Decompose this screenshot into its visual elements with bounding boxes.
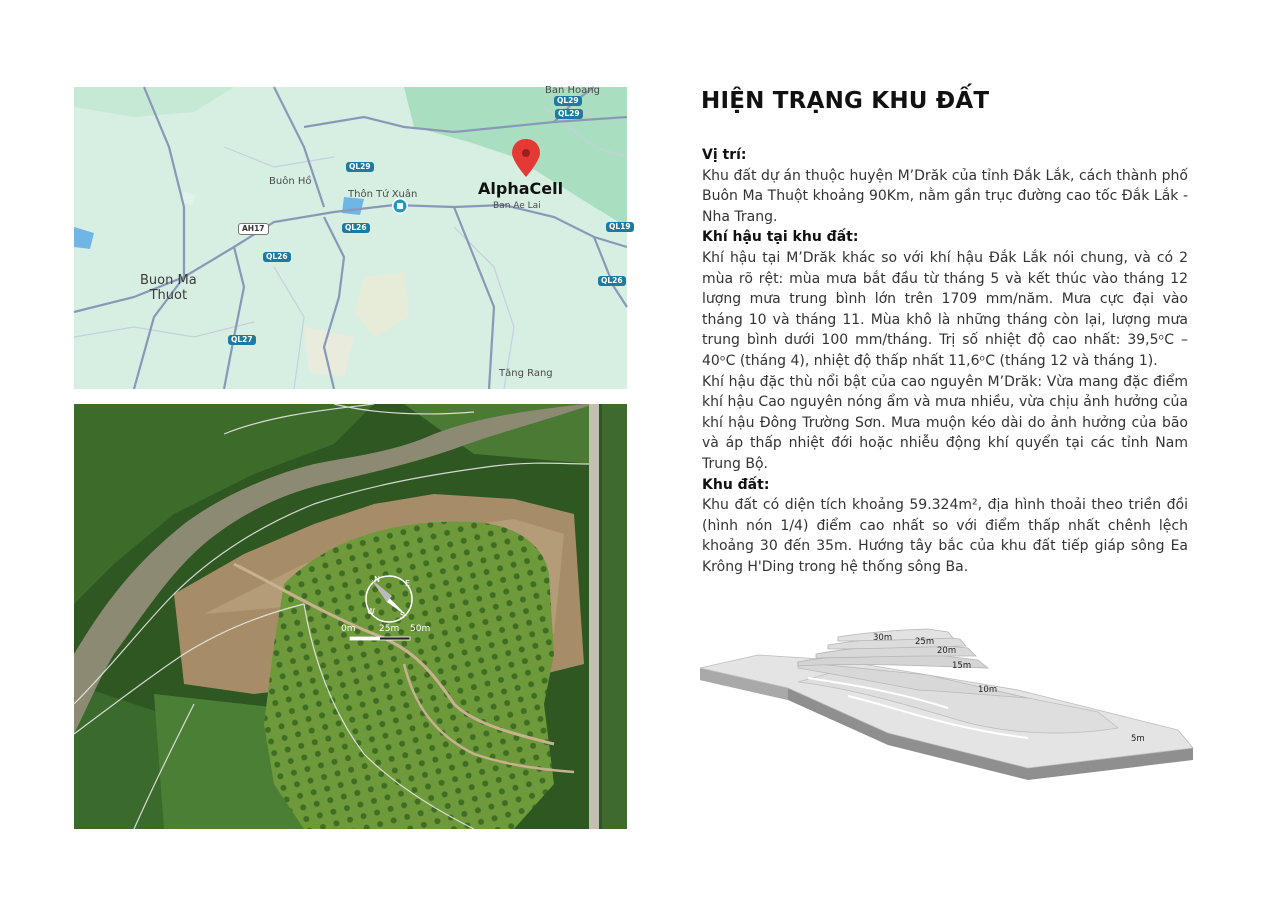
place-buon-ho: Buôn Hồ [269, 176, 312, 187]
site-body: Khu đất có diện tích khoảng 59.324m², địa hình thoải theo triền đồi (hình nón 1/4) điểm cao nhất so với điểm thấp nhất chênh lệch khoảng 30 đến 35m. Hướng tây bắc của khu đất tiếp giáp sông Ea Krông H'Ding trong hệ thống sông Ba. [702, 497, 1188, 575]
aerial-graphics [74, 404, 627, 829]
route-ql29-shield: QL29 [555, 109, 583, 119]
aerial-photo [74, 404, 627, 829]
terrain-model [698, 620, 1198, 790]
scale-label-0: 0m [341, 624, 356, 634]
scale-label-50: 50m [410, 624, 431, 634]
route-ql26-b: QL26 [263, 252, 291, 262]
open-land [354, 272, 409, 337]
site-description [702, 145, 1188, 577]
route-ql29-top: QL29 [554, 96, 582, 106]
route-ql26-a: QL26 [342, 223, 370, 233]
level-15m: 15m [952, 661, 972, 671]
lake-west [74, 227, 94, 249]
map-graphics [74, 87, 627, 389]
transit-stop-icon [392, 198, 408, 214]
alphacell-marker-label: AlphaCell [478, 179, 564, 198]
site-heading: Khu đất: [702, 476, 770, 493]
place-ban-hoang: Ban Hoang [545, 85, 600, 96]
route-ql19: QL19 [606, 222, 634, 232]
climate-heading: Khí hậu tại khu đất: [702, 229, 859, 246]
place-thon-tu-xuan: Thôn Tứ Xuân [348, 189, 418, 200]
level-10m: 10m [978, 685, 998, 695]
route-ah17: AH17 [238, 223, 269, 235]
route-ql26-right: QL26 [598, 276, 626, 286]
location-map[interactable] [74, 85, 631, 389]
level-5m: 5m [1131, 734, 1145, 744]
scale-bar [350, 637, 410, 640]
level-30m: 30m [873, 633, 893, 643]
place-ban-ae-lai: Ban Ae Lai [493, 201, 541, 211]
level-20m: 20m [937, 646, 957, 656]
compass-w: W [367, 607, 375, 616]
level-25m: 25m [915, 637, 935, 647]
page-title: HIỆN TRẠNG KHU ĐẤT [701, 88, 990, 114]
route-ql29-mid: QL29 [346, 162, 374, 172]
climate-body-1: Khí hậu tại M’Drăk khác so với khí hậu Đắk Lắk nói chung, và có 2 mùa rõ rệt: mùa mưa bắt đầu từ tháng 5 và kết thúc vào tháng 12 lượng mưa trung bình lớn trên 1709 mm/năm. Mưa cực đại vào tháng 10 và tháng 11. Mùa khô là những tháng còn lại, lượng mưa trung bình dưới 100 mm/tháng. Trị số nhiệt độ cao nhất: 39,5ᵒC – 40ᵒC (tháng 4), nhiệt độ thấp nhất 11,6ᵒC (tháng 12 và tháng 1). [702, 249, 1188, 369]
compass-s: S [400, 611, 406, 620]
compass-e: E [405, 579, 411, 588]
location-pin-icon[interactable] [512, 139, 540, 177]
location-heading: Vị trí: [702, 147, 747, 163]
city-buon-ma-thuot [140, 273, 197, 303]
route-ql27: QL27 [228, 335, 256, 345]
place-tang-rang: Tăng Rang [499, 368, 553, 379]
city-label-line1: Buon Ma [140, 273, 197, 288]
climate-body-2: Khí hậu đặc thù nổi bật của cao nguyên M’Drăk: Vừa mang đặc điểm khí hậu Cao nguyên nóng ẩm và mưa nhiều, vừa chịu ảnh hưởng của khí hậu Đông Trường Sơn. Mưa muộn kéo dài do ảnh hưởng của bão và áp thấp nhiệt đới hoặc nhiễu động khí quyển tại các tỉnh Nam Trung Bộ. [702, 373, 1188, 472]
scale-label-25: 25m [379, 624, 400, 634]
city-label-line2: Thuot [149, 288, 188, 303]
compass-n: N [374, 575, 380, 584]
location-body: Khu đất dự án thuộc huyện M’Drăk của tỉnh Đắk Lắk, cách thành phố Buôn Ma Thuột khoảng 90Km, nằm gần trục đường cao tốc Đắk Lắk - Nha Trang. [702, 167, 1188, 225]
